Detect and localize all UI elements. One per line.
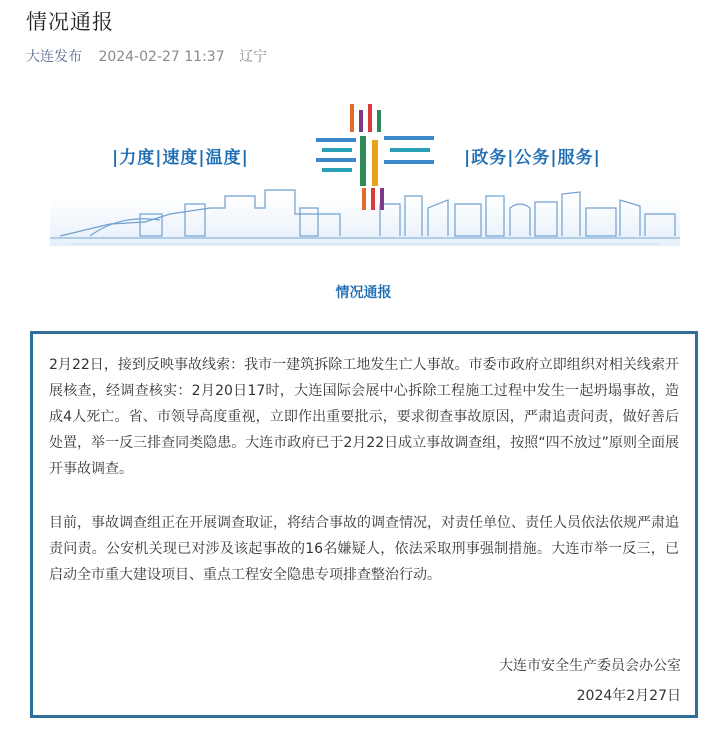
city-skyline-illustration — [50, 96, 680, 266]
location-label: 辽宁 — [239, 49, 268, 65]
banner-slogan-left: |力度|速度|温度| — [112, 148, 249, 168]
article-meta — [26, 46, 267, 66]
banner-slogan-right: |政务|公务|服务| — [464, 148, 601, 168]
source-link[interactable]: 大连发布 — [26, 49, 82, 65]
banner-subtitle: 情况通报 — [335, 285, 392, 301]
banner-image — [50, 96, 680, 266]
notice-date: 2024年2月27日 — [576, 688, 681, 704]
notice-paragraph-2: 目前，事故调查组正在开展调查取证，将结合事故的调查情况，对责任单位、责任人员依法依规严肃追责问责。公安机关现已对涉及该起事故的16名嫌疑人，依法采取刑事强制措施。大连市举一反三，已启动全市重大建设项目、重点工程安全隐患专项排查整治行动。 — [49, 515, 679, 583]
notice-signature: 大连市安全生产委员会办公室 — [499, 658, 681, 674]
notice-box — [30, 331, 698, 718]
notice-signature-block — [499, 651, 681, 711]
dalian-logo-icon — [316, 104, 434, 210]
notice-paragraph-1: 2月22日，接到反映事故线索：我市一建筑拆除工地发生亡人事故。市委市政府立即组织对相关线索开展核查，经调查核实：2月20日17时，大连国际会展中心拆除工程施工过程中发生一起坍塌事故，造成4人死亡。省、市领导高度重视，立即作出重要批示，要求彻查事故原因，严肃追责问责，做好善后处置，举一反三排查同类隐患。大连市政府已于2月22日成立事故调查组，按照“四不放过”原则全面展开事故调查。 — [49, 357, 679, 477]
publish-time: 2024-02-27 11:37 — [98, 49, 225, 65]
page-title: 情况通报 — [26, 10, 114, 34]
